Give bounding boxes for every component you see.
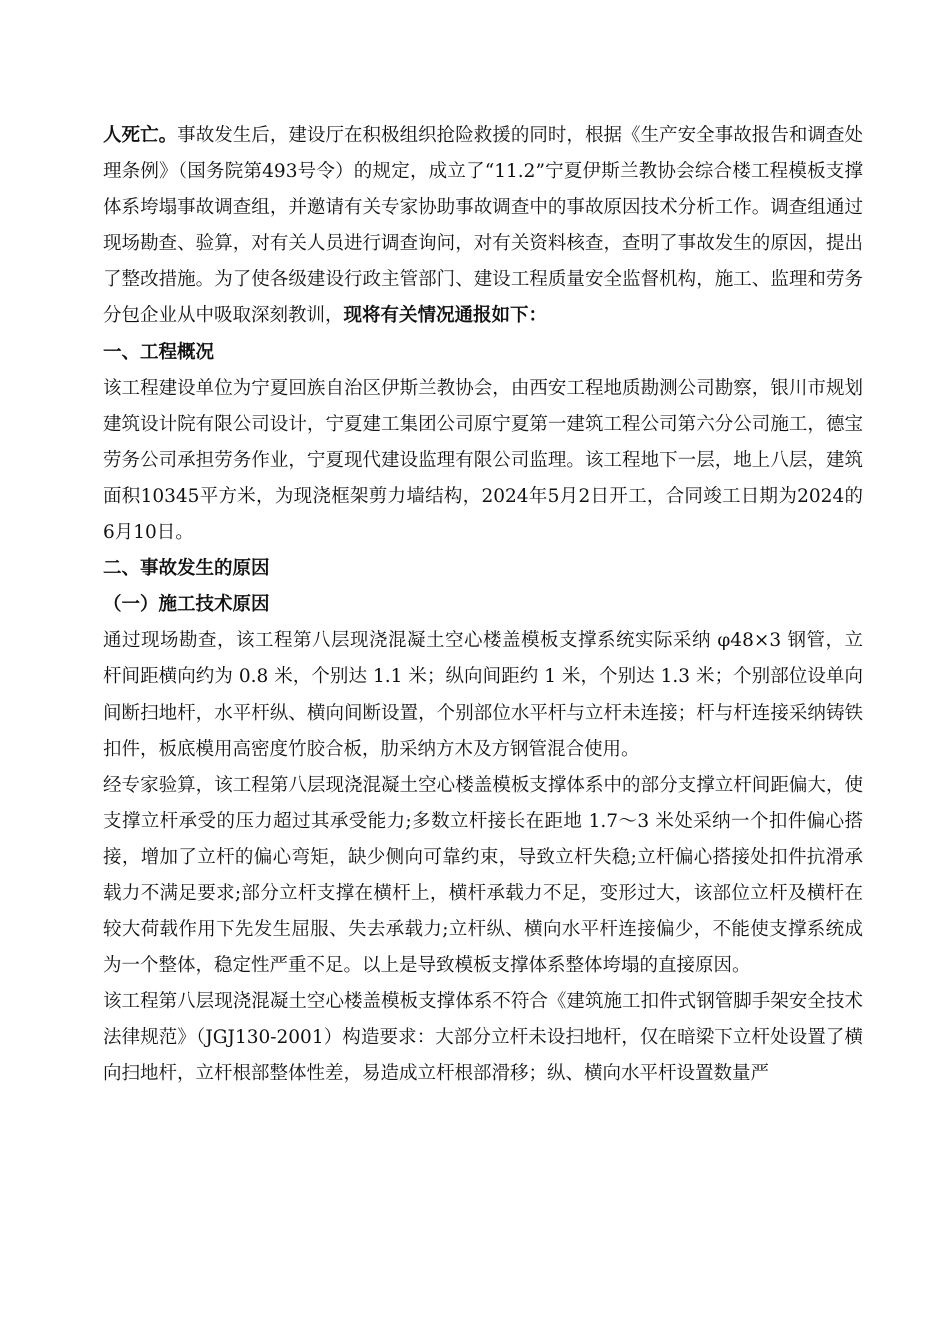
section-heading-project-overview: 一、工程概况 [103, 341, 215, 363]
subsection-heading-technical-causes: （一）施工技术原因 [103, 594, 270, 616]
document-page [103, 118, 863, 1093]
project-overview-paragraph: 该工程建设单位为宁夏回族自治区伊斯兰教协会，由西安工程地质勘测公司勘察，银川市规划建筑设计院有限公司设计，宁夏建工集团公司原宁夏第一建筑工程公司第六分公司施工，德宝劳务公司承担劳务作业，宁夏现代建设监理有限公司监理。该工程地下一层，地上八层，建筑面积10345平方米，为现浇框架剪力墙结构，2024年5月2日开工，合同竣工日期为2024的6月10日。 [103, 377, 863, 544]
expert-calculation-paragraph: 经专家验算，该工程第八层现浇混凝土空心楼盖模板支撑体系中的部分支撑立杆间距偏大，使支撑立杆承受的压力超过其承受能力;多数立杆接长在距地 1.7～3 米处采纳一个扣件偏心搭接，增加了立杆的偏心弯矩，缺少侧向可靠约束，导致立杆失稳;立杆偏心搭接处扣件抗滑承载力不满足要求;部分立杆支撑在横杆上，横杆承载力不足，变形过大，该部位立杆及横杆在较大荷载作用下先发生屈服、失去承载力;立杆纵、横向水平杆连接偏少，不能使支撑系统成为一个整体，稳定性严重不足。以上是导致模板支撑体系整体垮塌的直接原因。 [103, 774, 863, 977]
intro-body: 事故发生后，建设厅在积极组织抢险救援的同时，根据《生产安全事故报告和调查处理条例》（国务院第493号令）的规定，成立了“11.2”宁夏伊斯兰教协会综合楼工程模板支撑体系垮塌事故调查组，并邀请有关专家协助事故调查中的事故原因技术分析工作。调查组通过现场勘查、验算，对有关人员进行调查询问，对有关资料核查，查明了事故发生的原因，提出了整改措施。为了使各级建设行政主管部门、建设工程质量安全监督机构，施工、监理和劳务分包企业从中吸取深刻教训， [103, 125, 863, 327]
site-inspection-paragraph: 通过现场勘查，该工程第八层现浇混凝土空心楼盖模板支撑系统实际采纳 φ48×3 钢管，立杆间距横向约为 0.8 米，个别达 1.1 米；纵向间距约 1 米，个别达 1.3 米；个别部位设单向间断扫地杆，水平杆纵、横向间断设置，个别部位水平杆与立杆未连接；杆与杆连接采纳铸铁扣件，板底模用高密度竹胶合板，肋采纳方木及方钢管混合使用。 [103, 630, 863, 760]
intro-lead-bold: 人死亡。 [103, 125, 178, 146]
intro-tail-bold: 现将有关情况通报如下： [343, 305, 548, 327]
code-compliance-paragraph: 该工程第八层现浇混凝土空心楼盖模板支撑体系不符合《建筑施工扣件式钢管脚手架安全技术法律规范》（JGJ130-2001）构造要求：大部分立杆未设扫地杆，仅在暗梁下立杆处设置了横向扫地杆，立杆根部整体性差，易造成立杆根部滑移；纵、横向水平杆设置数量严 [103, 991, 863, 1085]
section-heading-accident-causes: 二、事故发生的原因 [103, 558, 270, 580]
intro-paragraph [103, 118, 863, 335]
